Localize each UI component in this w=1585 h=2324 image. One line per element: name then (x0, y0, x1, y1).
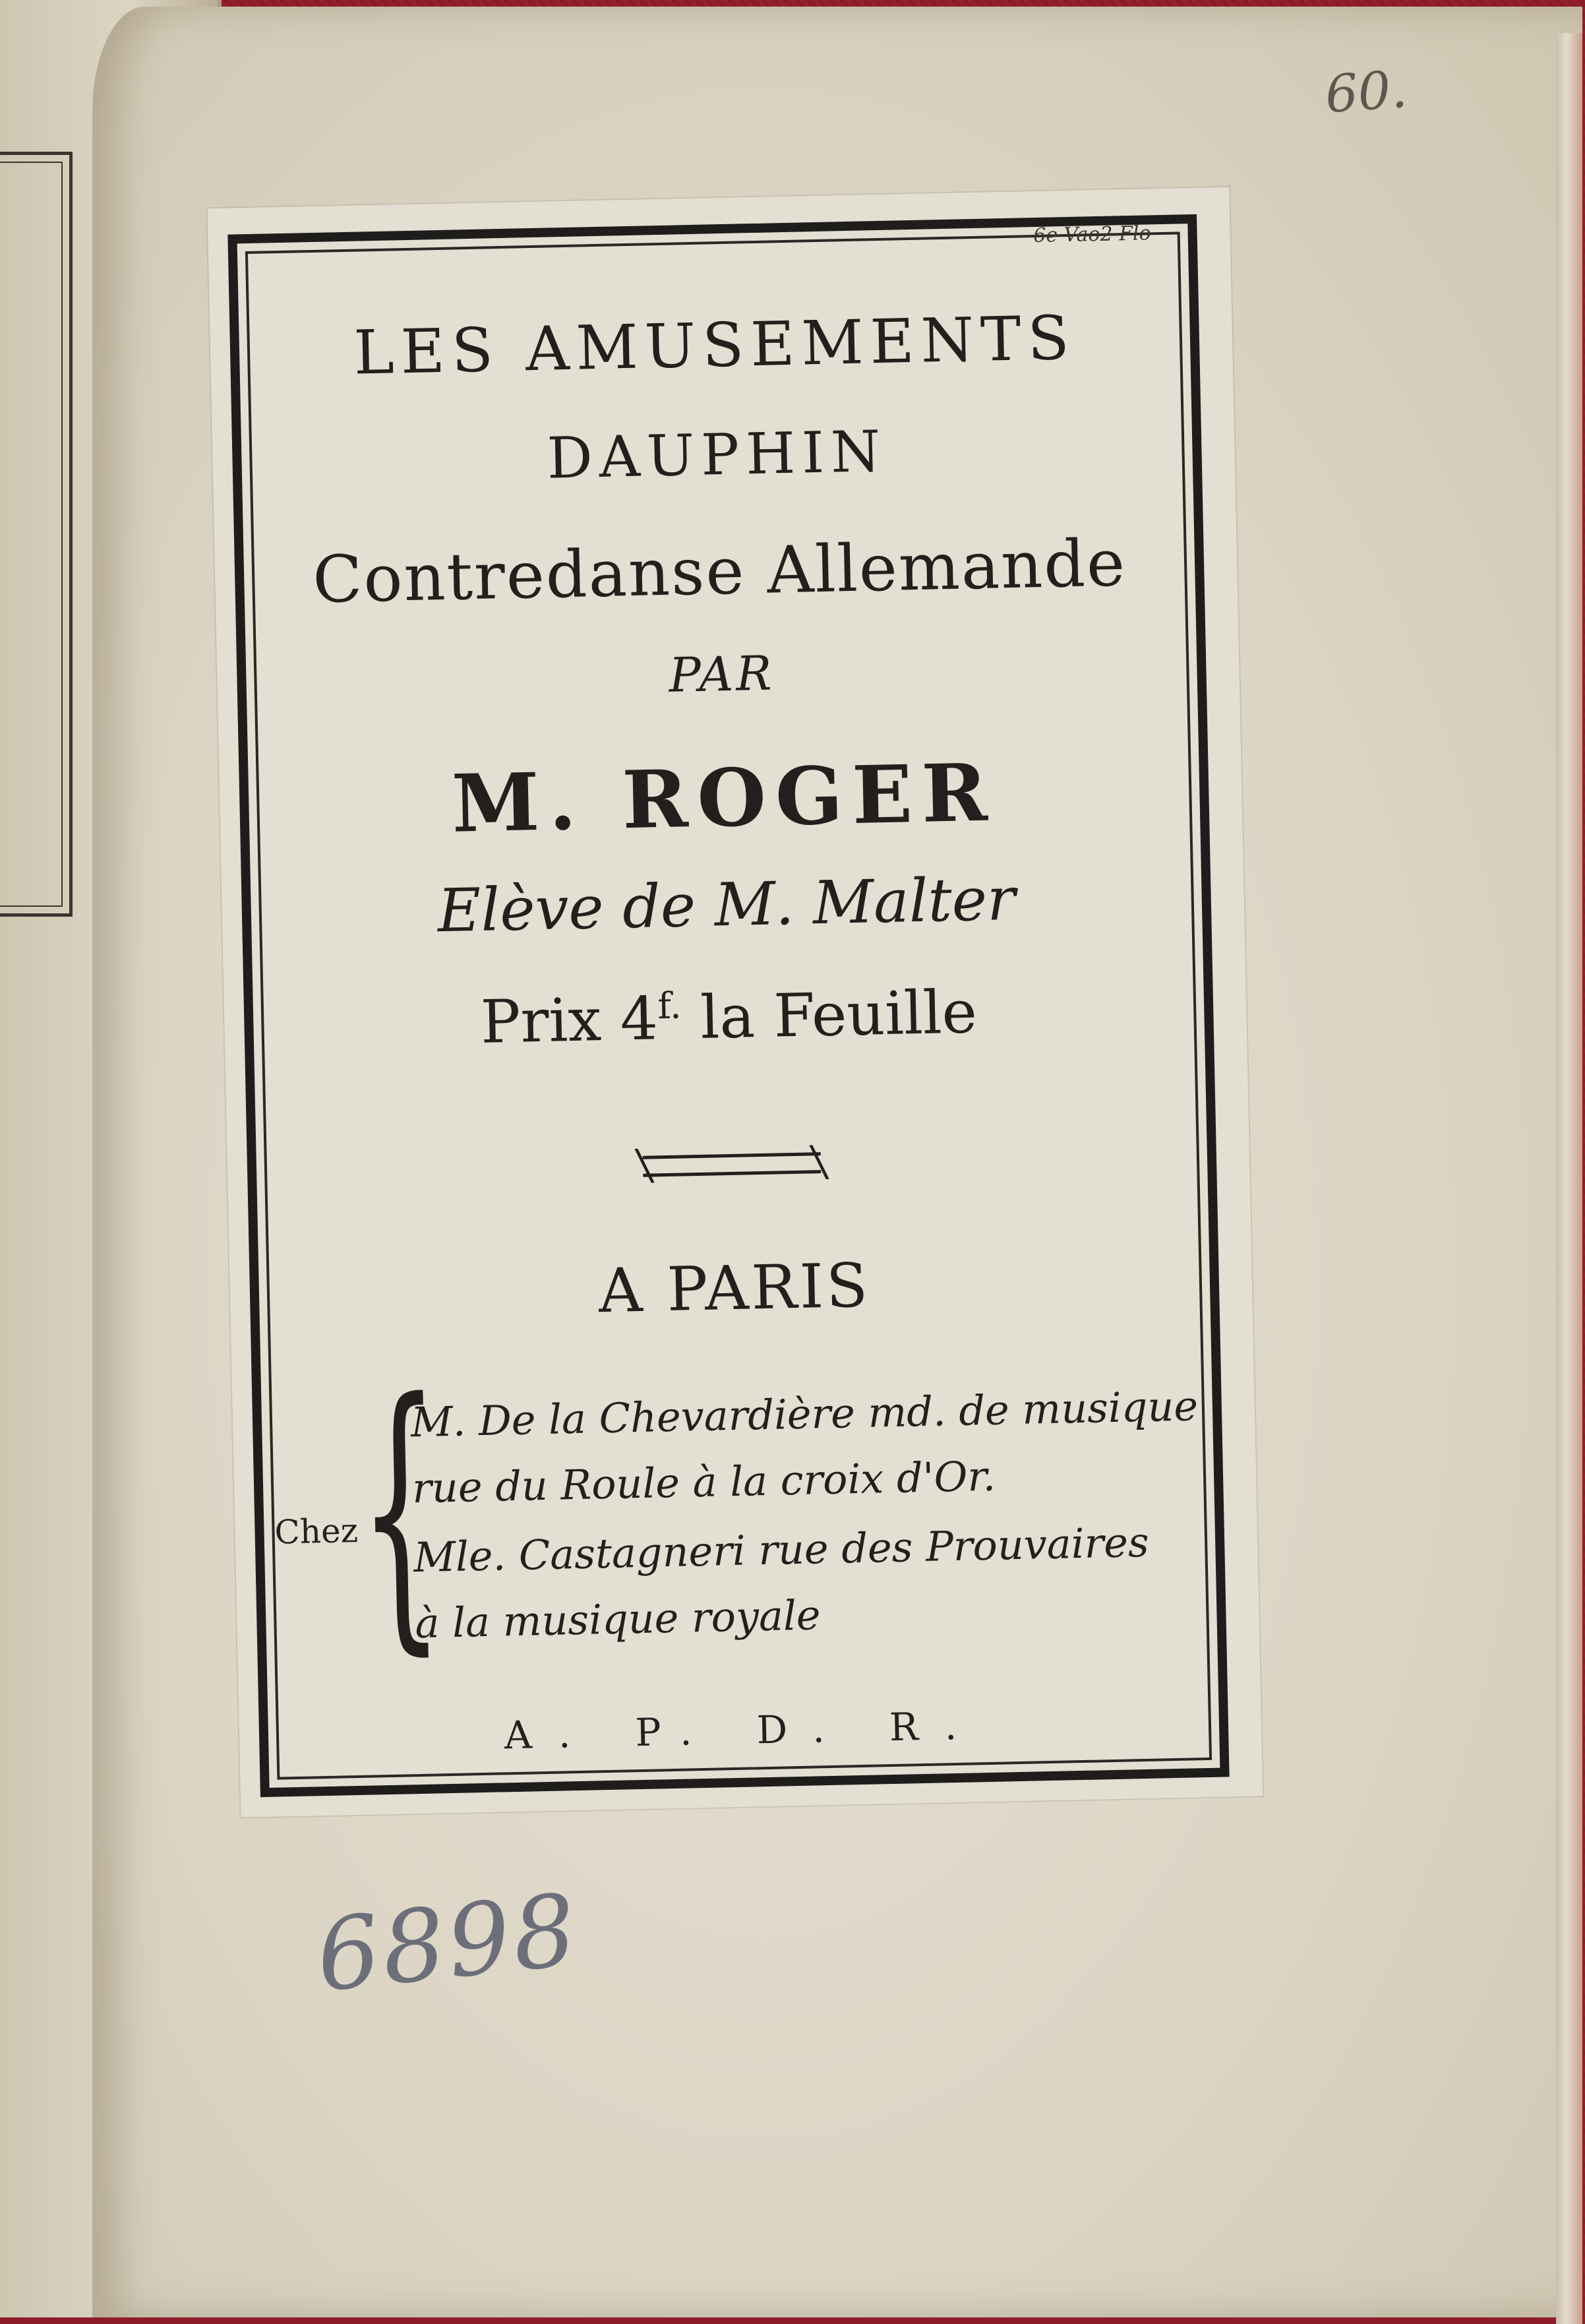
ornamental-rule (643, 1152, 822, 1177)
by-line: PAR (668, 645, 775, 703)
address-line: à la musique royale (414, 1591, 822, 1648)
composer-name: M. ROGER (450, 746, 998, 851)
address-line: rue du Roule à la croix d'Or. (411, 1452, 996, 1513)
subtitle: Contredanse Allemande (312, 526, 1127, 619)
address-line: M. De la Chevardière md. de musique (410, 1382, 1199, 1447)
price-line: Prix $4^{f.}$ la Feuille (479, 977, 978, 1057)
shelfmark: 60. (1323, 59, 1410, 125)
title-line-1: LES AMUSEMENTS (353, 302, 1077, 388)
brace: { (355, 1341, 446, 1680)
place-of-publication: A PARIS (597, 1250, 872, 1327)
title-line-2: DAUPHIN (546, 418, 888, 492)
privilege-mark: A. P. D. R. (504, 1703, 984, 1758)
page-edge (1556, 33, 1582, 2324)
inventory-number: 6898 (311, 1872, 584, 2015)
pupil-of: Elève de M. Malter (436, 864, 1016, 946)
title-plate (227, 214, 1229, 1797)
address-line: Mle. Castagneri rue des Prouvaires (413, 1517, 1150, 1582)
chez-label: Chez (274, 1511, 359, 1552)
signature-mark: 6e Vao2 Flo (1032, 222, 1151, 248)
left-page-frame (0, 152, 73, 917)
